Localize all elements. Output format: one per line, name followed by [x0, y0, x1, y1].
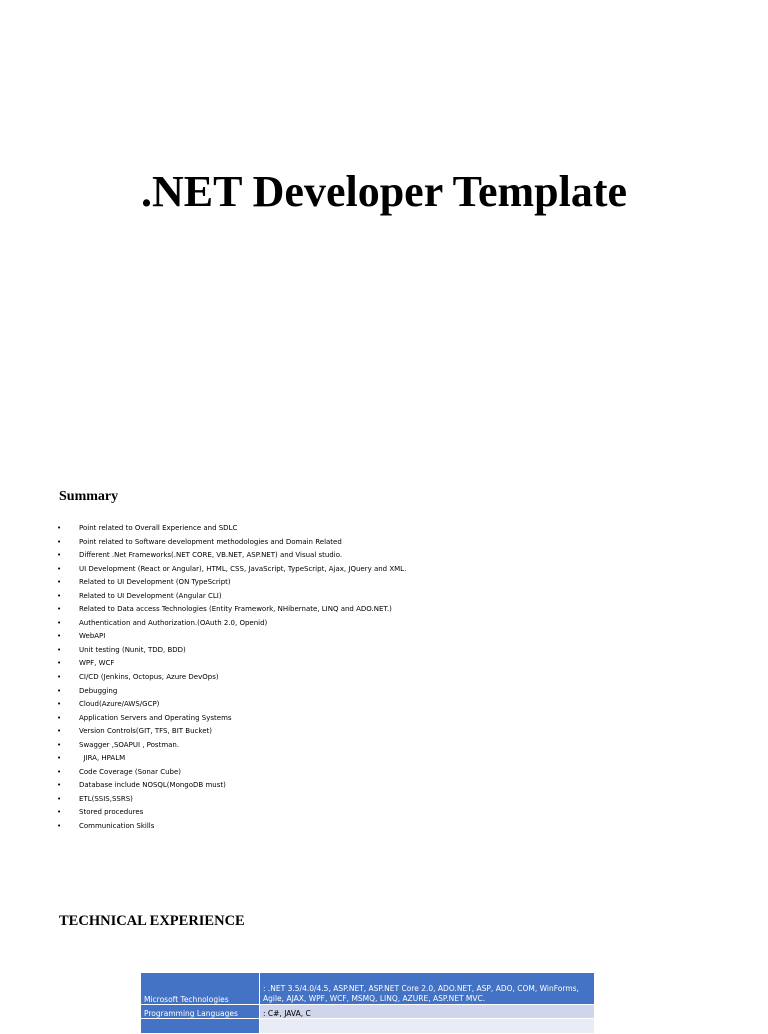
- list-item-text: Point related to Software development methodologies and Domain Related: [79, 537, 342, 546]
- bullet-icon: •: [57, 808, 62, 817]
- technical-experience-heading: TECHNICAL EXPERIENCE: [59, 913, 245, 929]
- bullet-icon: •: [57, 645, 62, 654]
- summary-heading: Summary: [59, 489, 119, 504]
- list-item-text: Authentication and Authorization.(OAuth 2.0, Openid): [79, 618, 268, 627]
- bullet-icon: •: [57, 822, 62, 831]
- bullet-icon: •: [57, 564, 62, 573]
- list-item-text: Different .Net Frameworks(.NET CORE, VB.NET, ASP.NET) and Visual studio.: [79, 551, 343, 560]
- bullet-icon: •: [57, 551, 62, 560]
- list-item-text: Application Servers and Operating Systems: [79, 713, 232, 722]
- table-row-label: Programming Languages: [141, 1005, 260, 1019]
- list-item-text: WebAPI: [79, 632, 106, 641]
- list-item-text: Related to UI Development (Angular CLI): [79, 591, 222, 600]
- table-row: [141, 1005, 595, 1019]
- document-title: .NET Developer Template: [140, 167, 628, 216]
- bullet-icon: •: [57, 713, 62, 722]
- bullet-icon: •: [57, 794, 62, 803]
- list-item-text: JIRA, HPALM: [79, 754, 126, 763]
- bullet-icon: •: [57, 754, 62, 763]
- list-item-text: Swagger ,SOAPUI , Postman.: [79, 740, 180, 749]
- list-item-text: Related to Data access Technologies (Entity Framework, NHibernate, LINQ and ADO.NET.): [79, 605, 392, 614]
- table-row-value: : .NET 3.5/4.0/4.5, ASP.NET, ASP.NET Core 2.0, ADO.NET, ASP, ADO, COM, WinForms, Agile, AJAX, WPF, WCF, MSMQ, LINQ, AZURE, ASP.NET MVC.: [260, 973, 595, 1005]
- list-item-text: WPF, WCF: [79, 659, 115, 668]
- table-row: [141, 1019, 595, 1034]
- list-item-text: Cloud(Azure/AWS/GCP): [79, 700, 160, 709]
- bullet-icon: •: [57, 578, 62, 587]
- table-row: [141, 973, 595, 1005]
- list-item-text: Communication Skills: [79, 822, 155, 831]
- list-item-text: Version Controls(GIT, TFS, BIT Bucket): [79, 727, 212, 736]
- list-item-text: Point related to Overall Experience and SDLC: [79, 524, 238, 532]
- bullet-icon: •: [57, 700, 62, 709]
- technical-experience-table: [140, 972, 595, 1034]
- list-item-text: Stored procedures: [79, 808, 144, 817]
- bullet-icon: •: [57, 727, 62, 736]
- bullet-icon: •: [57, 618, 62, 627]
- list-item-text: Database include NOSQL(MongoDB must): [79, 781, 226, 790]
- list-item-text: UI Development (React or Angular), HTML, CSS, JavaScript, TypeScript, Ajax, JQuery and XML.: [79, 564, 407, 573]
- bullet-icon: •: [57, 524, 62, 532]
- bullet-icon: •: [57, 591, 62, 600]
- bullet-icon: •: [57, 659, 62, 668]
- bullet-icon: •: [57, 767, 62, 776]
- bullet-icon: •: [57, 686, 62, 695]
- bullet-icon: •: [57, 673, 62, 682]
- list-item-text: ETL(SSIS,SSRS): [79, 794, 133, 803]
- list-item-text: Debugging: [79, 686, 118, 695]
- list-item-text: Related to UI Development (ON TypeScript): [79, 578, 231, 587]
- bullet-icon: •: [57, 781, 62, 790]
- table-row-value: [260, 1019, 595, 1034]
- table-row-label: [141, 1019, 260, 1034]
- bullet-icon: •: [57, 632, 62, 641]
- table-row-label: Microsoft Technologies: [141, 973, 260, 1005]
- bullet-icon: •: [57, 740, 62, 749]
- table-row-value: : C#, JAVA, C: [260, 1005, 595, 1019]
- list-item-text: Unit testing (Nunit, TDD, BDD): [79, 645, 186, 654]
- list-item-text: Code Coverage (Sonar Cube): [79, 767, 181, 776]
- bullet-icon: •: [57, 605, 62, 614]
- bullet-icon: •: [57, 537, 62, 546]
- list-item-text: CI/CD (Jenkins, Octopus, Azure DevOps): [79, 673, 219, 682]
